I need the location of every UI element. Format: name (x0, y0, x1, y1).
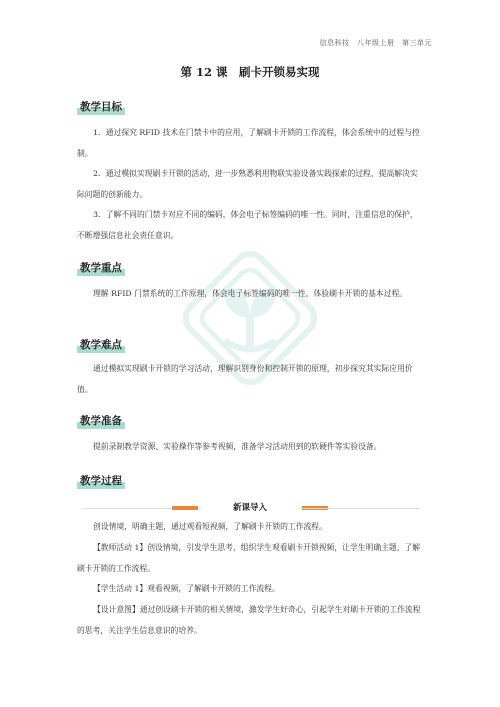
goals-paragraph-1: 1．通过探究 RFID 技术在门禁卡中的应用，了解刷卡开锁的工作流程，体会系统中的过程与控制。 (77, 128, 420, 158)
subheading-new-lesson-intro: 新课导入 (0, 500, 500, 516)
section-heading-prep: 教学准备 (77, 414, 125, 428)
section-heading-key: 教学重点 (77, 261, 125, 275)
subheading-line-right (300, 508, 420, 509)
page-header: 信息科技 八年级上册 第三单元 (319, 39, 432, 47)
section-heading-process: 教学过程 (77, 474, 125, 488)
student-activity-paragraph: 【学生活动 1】观看视频，了解刷卡开锁的工作流程。 (93, 584, 280, 593)
prep-paragraph: 提前录制教学资源、实验操作等参考视频，准备学习活动用到的软硬件等实验设备。 (93, 442, 382, 451)
goals-paragraph-2: 2．通过模拟实现刷卡开锁的活动，进一步熟悉利用物联实验设备实践探索的过程，提高解决实际问题的创新能力。 (77, 169, 418, 199)
key-paragraph: 理解 RFID 门禁系统的工作原理，体会电子标签编码的唯一性，体验刷卡开锁的基本过程。 (93, 289, 408, 298)
section-heading-goals: 教学目标 (77, 100, 125, 114)
teacher-activity-paragraph: 【教师活动 1】创设情境，引发学生思考，组织学生观看刷卡开锁视频，让学生明确主题，了解刷卡开锁的工作流程。 (77, 543, 421, 573)
difficult-paragraph: 通过模拟实现刷卡开锁的学习活动，理解识别身份和控制开锁的原理，初步探究其实际应用价值。 (77, 364, 413, 394)
goals-paragraph-3: 3．了解不同的门禁卡对应不同的编码，体会电子标签编码的唯一性。同时，注重信息的保护，不断增强信息社会责任意识。 (77, 210, 418, 240)
section-heading-difficult: 教学难点 (77, 338, 125, 352)
lesson-title: 第 12 课 刷卡开锁易实现 (180, 65, 320, 79)
design-intent-paragraph: 【设计意图】通过创设刷卡开锁的相关情境，激发学生好奇心，引起学生对刷卡开锁的工作流程的思考，关注学生信息意识的培养。 (77, 605, 421, 635)
process-paragraph-1: 创设情境，明确主题，通过观看短视频，了解刷卡开锁的工作流程。 (93, 522, 327, 531)
